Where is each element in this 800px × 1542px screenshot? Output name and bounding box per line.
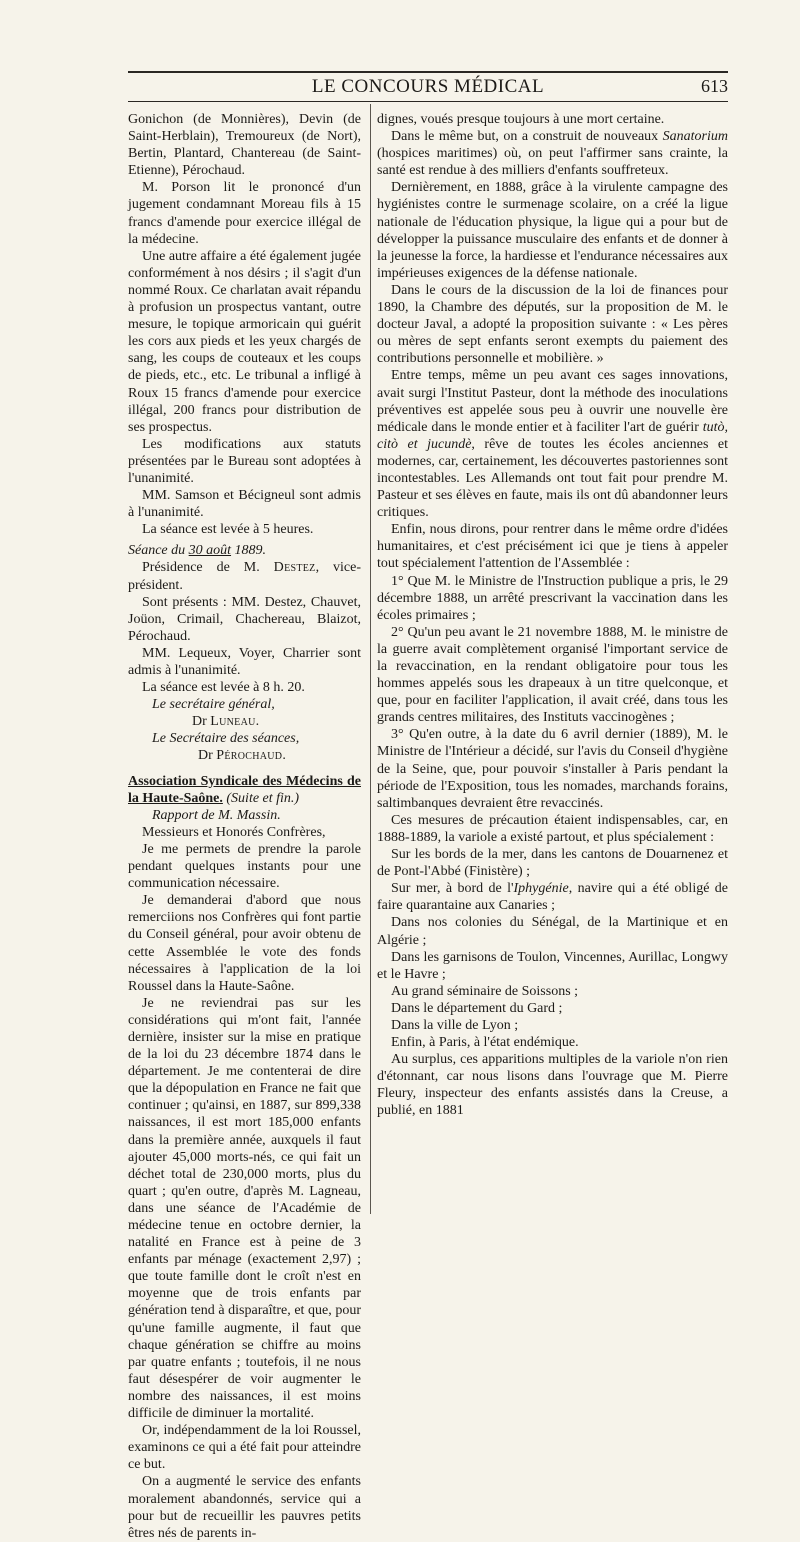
paragraph: Dans le département du Gard ; (391, 1000, 563, 1016)
paragraph: Dans le même but, on a construit de nouveaux Sanatorium (hospices maritimes) où, on peut l'affirmer sans crainte, la santé est rendue à des milliers d'enfants souffreteux. (377, 129, 728, 179)
paragraph: Ces mesures de précaution étaient indispensables, car, en 1888-1889, la variole a existé partout, et plus spécialement : (377, 812, 728, 845)
paragraph: Messieurs et Honorés Confrères, (142, 824, 326, 840)
secretaire-seances: Le Secrétaire des séances, (152, 731, 300, 747)
paragraph: Dans nos colonies du Sénégal, de la Martinique et en Algérie ; (377, 915, 728, 948)
paragraph: Sur les bords de la mer, dans les cantons de Douarnenez et de Pont-l'Abbé (Finistère) ; (377, 847, 728, 880)
paragraph: MM. Lequeux, Voyer, Charrier sont admis à l'unanimité. (128, 645, 361, 678)
paragraph: Entre temps, même un peu avant ces sages innovations, avait surgi l'Institut Pasteur, dont la méthode des inoculations préventives est appelée sous peu à ouvrir une nouvelle ère médicale dans le monde entier et à faciliter l'art de guérir tutò, citò et jucundè, rêve de toutes les écoles anciennes et modernes, car, certainement, les découvertes pastoriennes sont incontestables. Les Allemands ont tout fait pour prendre M. Pasteur et ses élèves en faute, mais ils ont dû abandonner leurs critiques. (377, 368, 728, 521)
paragraph: 3° Qu'en outre, à la date du 6 avril dernier (1889), M. le Ministre de l'Intérieur a décidé, sur l'avis du Conseil d'hygiène de la Seine, que, pour pouvoir s'installer à Paris pendant la période de l'Exposition, tous les nomades, marchands forains, saltimbanques devraient être revaccinés. (377, 727, 728, 811)
paragraph: Dans le cours de la discussion de la loi de finances pour 1890, la Chambre des députés, sur la proposition de M. le docteur Javal, a adopté la proposition suivante : « Les pères ou mères de sept enfants seront exempts du paiement des contributions personnelle et mobilière. » (377, 282, 728, 367)
paragraph: Dans les garnisons de Toulon, Vincennes, Aurillac, Longwy et le Havre ; (377, 949, 728, 982)
paragraph: Sont présents : MM. Destez, Chauvet, Joüon, Crimail, Chachereau, Blaizot, Pérochaud. (128, 594, 361, 644)
paragraph: Au grand séminaire de Soissons ; (391, 983, 579, 999)
paragraph: Je ne reviendrai pas sur les considérations qui m'ont fait, l'année dernière, insister sur la mise en pratique de la loi du 23 décembre 1874 dans le département. Je me contenterai de dire que la dépopulation en France ne fait que continuer ; qu'ainsi, en 1887, sur 899,338 naissances, il est mort 185,000 enfants dans la première année, auxquels il faut ajouter 45,000 morts-nés, ce qui fait un déchet total de 230,000 morts, plus du quart ; qu'en outre, d'après M. Lagneau, dans une séance de l'Académie de médecine tenue en octobre dernier, la natalité en France est à peine de 3 enfants par ménage (exactement 2,97) ; que toute famille dont le croît n'est en moyenne que de trois enfants par génération tend à disparaître, et que, pour qu'une famille augmente, il faut que chaque génération se chiffre au moins par quatre enfants ; toutefois, il ne nous faut désespérer de voir augmenter le nombre des naissances, il est moins difficile de diminuer la mortalité. (128, 995, 361, 1422)
left-column (128, 111, 361, 1542)
paragraph: dignes, voués presque toujours à une mort certaine. (377, 112, 665, 127)
secretaire-seances-name: Dr Pérochaud. (198, 748, 287, 764)
seance-heading: Séance du 30 août 1889. (128, 543, 267, 559)
paragraph: Or, indépendamment de la loi Roussel, examinons ce qui a été fait pour atteindre ce but. (128, 1423, 361, 1473)
rapport-heading: Rapport de M. Massin. (152, 807, 281, 823)
minutes-section (128, 111, 361, 538)
paragraph: 1° Que M. le Ministre de l'Instruction publique a pris, le 29 décembre 1888, un arrêté prescrivant la vaccination dans les écoles primaires ; (377, 573, 728, 623)
minutes-section-2 (128, 594, 361, 697)
paragraph: La séance est levée à 5 heures. (142, 522, 314, 538)
presidence-line: Présidence de M. Destez, vice-président. (128, 560, 361, 593)
paragraph: Dans la ville de Lyon ; (391, 1017, 519, 1033)
paragraph: Dernièrement, en 1888, grâce à la virulente campagne des hygiénistes contre le surmenage scolaire, on a créé la ligue nationale de l'éducation physique, la ligue qui a pour but de développer la puissance musculaire des enfants et de donner à la jeunesse la force, la hardiesse et l'endurance nécessaires aux impérieuses exigences de la défense nationale. (377, 180, 728, 281)
paragraph: Une autre affaire a été également jugée conformément à nos désirs ; il s'agit d'un nommé Roux. Ce charlatan avait répandu à profusion un prospectus vantant, outre mesure, le topique armoricain qui guérit les cors aux pieds et les yeux chargés de sang, les coups de couteaux et les coups de pieds, etc., etc. Le tribunal a infligé à Roux 15 francs d'amende pour exercice illégal, 200 francs pour distribution de ses prospectus. (128, 248, 361, 435)
paragraph: Les modifications aux statuts présentées par le Bureau sont adoptées à l'unanimité. (128, 436, 361, 486)
top-rule (128, 71, 728, 73)
paragraph: La séance est levée à 8 h. 20. (142, 680, 305, 696)
paragraph: On a augmenté le service des enfants moralement abandonnés, service qui a pour but de recueillir les pauvres petits êtres nés de parents in- (128, 1474, 361, 1541)
secretaire-general-name: Dr Luneau. (192, 714, 260, 730)
report-body-right (377, 111, 728, 1120)
paragraph: Enfin, nous dirons, pour rentrer dans le même ordre d'idées humanitaires, et c'est précisément ici que je tiens à appeler tout spécialement l'attention de l'Assemblée : (377, 522, 728, 572)
header-rule (128, 101, 728, 102)
page-number: 613 (701, 76, 728, 96)
column-divider (370, 104, 371, 1214)
paragraph: 2° Qu'un peu avant le 21 novembre 1888, M. le ministre de la guerre avait complètement organisé l'important service de la revaccination, en la rendant obligatoire pour tous les hommes appelés sous les drapeaux à un titre quelconque, et que, pour en faciliter l'application, il avait créé, dans tous les grands centres militaires, des Instituts vaccinogènes ; (377, 624, 728, 726)
paragraph: Au surplus, ces apparitions multiples de la variole n'on rien d'étonnant, car nous lisons dans l'ouvrage que M. Pierre Fleury, inspecteur des enfants assistés dans la Creuse, a publié, en 1881 (377, 1052, 728, 1119)
report-body-left (128, 824, 361, 1542)
right-column (377, 111, 728, 1120)
paragraph: MM. Samson et Bécigneul sont admis à l'unanimité. (128, 488, 361, 521)
paragraph: Je demanderai d'abord que nous remerciions nos Confrères qui font partie du Conseil général, pour avoir obtenu de cette Assemblée le vote des fonds nécessaires à l'application de la loi Roussel dans la Haute-Saône. (128, 893, 361, 994)
paragraph: M. Porson lit le prononcé d'un jugement condamnant Moreau fils à 15 francs d'amende pour exercice illégal de la médecine. (128, 180, 361, 247)
paragraph: Sur mer, à bord de l'Iphygénie, navire qui a été obligé de faire quarantaine aux Canaries ; (377, 881, 729, 914)
paragraph: Enfin, à Paris, à l'état endémique. (391, 1035, 579, 1051)
secretaire-general: Le secrétaire général, (152, 697, 275, 713)
paragraph: Je me permets de prendre la parole pendant quelques instants pour une communication nécessaire. (128, 841, 361, 892)
paragraph: Gonichon (de Monnières), Devin (de Saint-Herblain), Tremoureux (de Nort), Bertin, Plantard, Chantereau (de Saint-Etienne), Pérochaud. (128, 112, 361, 179)
association-heading: Association Syndicale des Médecins de la Haute-Saône. (Suite et fin.) (128, 773, 361, 806)
journal-title: LE CONCOURS MÉDICAL (311, 76, 545, 97)
